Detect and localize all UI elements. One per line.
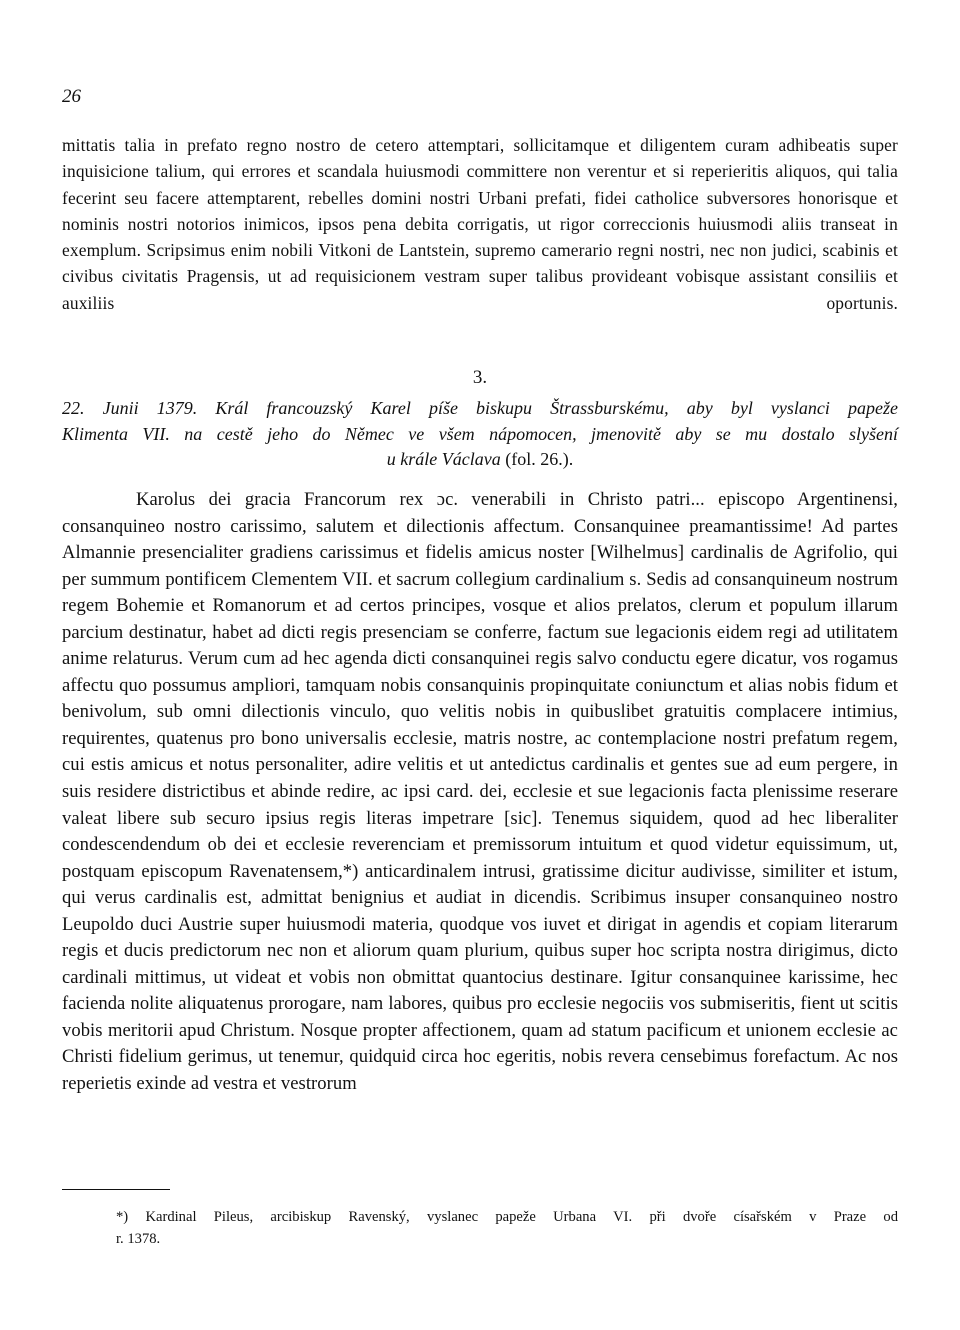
document-number: 3.: [472, 367, 488, 388]
regest-summary-start: Král francouzský Karel píše biskupu Štrassburskému, aby byl vyslanci papeže: [215, 398, 898, 418]
letter-text: Karolus dei gracia Francorum rex ɔc. venerabili in Christo patri... episcopo Argentinensi, consanquineo nostro carissimo, salutem et dilectionis affectum. Consanquinee preamantissime! Ad partes Almannie presencialiter gradiens carissimus et fidelis amicus noster [Wilhelmus] cardinalis de Agrifolio, qui per summum pontificem Clementem VII. et sacrum collegium cardinalium s. Sedis ad consanquineum nostrum regem Bohemie et Romanorum et ad certos principes, vosque et alios prelatos, clerum et populum illarum parcium destinatur, habet ad dicti regis presenciam se conferre, factum sue legacionis eidem regi ad utilitatem anime relaturus. Verum cum ad hec agenda dicti consanquinei regis salvo conductu egere dicatur, vos rogamus affectu quo possumus ampliori, tamquam nobis consanquinis propinquitate coniunctum et alias nobis fidum et benivolum, sub omni dilectionis vinculo, quo velitis nobis in quibuslibet gratuitis complacere intimius, requirentes, quatenus pro bono universalis ecclesie, matris nostre, ac contemplacione nostri prefatum regem, cui estis amicus et notus personaliter, adire velitis et ut antedictus cardinalis et gentes sue ad eum pergere, in suis residere districtibus et abinde redire, ac ipsi card. dei, ecclesie et sue legacionis facta plenissime reserare valeat libere sub securo ipsius regis literas impetrare [sic]. Tenemus siquidem, quod ad hec liberaliter condescendendum ob dei et ecclesie reverenciam et premissorum intuitum et quod videtur equissimum, ut, postquam episcopum Ravenatensem,*) anticardinalem intrusi, gratissime dicitur audivisse, similiter et istum, qui verus cardinalis est, admittat benignius et audiat in dicendis. Scribimus insuper consanquineo nostro Leupoldo duci Austrie super huiusmodi materia, quodque vos iuvet et dirigat in agendis et copiam literarum regis et ducis predictorum nec non et aliorum quam plurium, quibus super hoc scripta nostra dirigimus, dicto cardinali mittimus, ut videat et vobis non obmittat quantocius destinare. Igitur consanquinee karissime, hec facienda nolite aliquatenus prorogare, nam labores, quibus pro ecclesie negociis vos submiseritis, fient ut scitis vobis meritorii apud Christum. Nosque propter affectionem, quam ad statum pacificum et unionem ecclesie ac Christi fidelium gerimus, ut tenemur, quidquid circa hoc egeritis, nobis revera censebimus forefactum. Ac nos reperietis exinde ad vestra et vestrorum: [62, 489, 898, 1095]
regest-summary-end: u krále Václava: [386, 449, 501, 469]
page-number: 26: [62, 86, 81, 107]
regest-folio: (fol. 26.).: [505, 449, 574, 469]
regest-line-2: Klimenta VII. na cestě jeho do Němec ve všem nápomocen, jmenovitě aby se mu dostalo slyšení: [62, 423, 898, 444]
footnote-line-1: *) Kardinal Pileus, arcibiskup Ravenský, vyslanec papeže Urbana VI. při dvoře císařském v Praze od: [116, 1209, 898, 1225]
document-regest: [62, 396, 898, 473]
footnote-separator: [62, 1189, 170, 1190]
regest-line-3: [62, 447, 898, 473]
regest-line-1: [62, 396, 898, 422]
regest-date: 22. Junii 1379.: [62, 398, 198, 418]
footnote: [116, 1207, 898, 1250]
paragraph-continuation: mittatis talia in prefato regno nostro de cetero attemptari, sollicitamque et diligentem curam adhibeatis super inquisicione talium, qui errores et scandala huiusmodi committere non verentur et si reperieritis aliquos, qui talia fecerint seu facere attemptarent, rebelles domini nostri Urbani prefati, fidei catholice subversores honorisque et nominis nostri notorios inimicos, ipsos pena debita corrigatis, ut rigor correccionis huiusmodi aliis transeat in exemplum. Scripsimus enim nobili Vitkoni de Lantstein, supremo camerario regni nostri, nec non judici, scabinis et civibus civitatis Pragensis, ut ad requisicionem vestram super talibus provideant vobisque assistant consiliis et auxiliis oportunis.: [62, 135, 898, 313]
footnote-line-2: r. 1378.: [116, 1230, 161, 1247]
